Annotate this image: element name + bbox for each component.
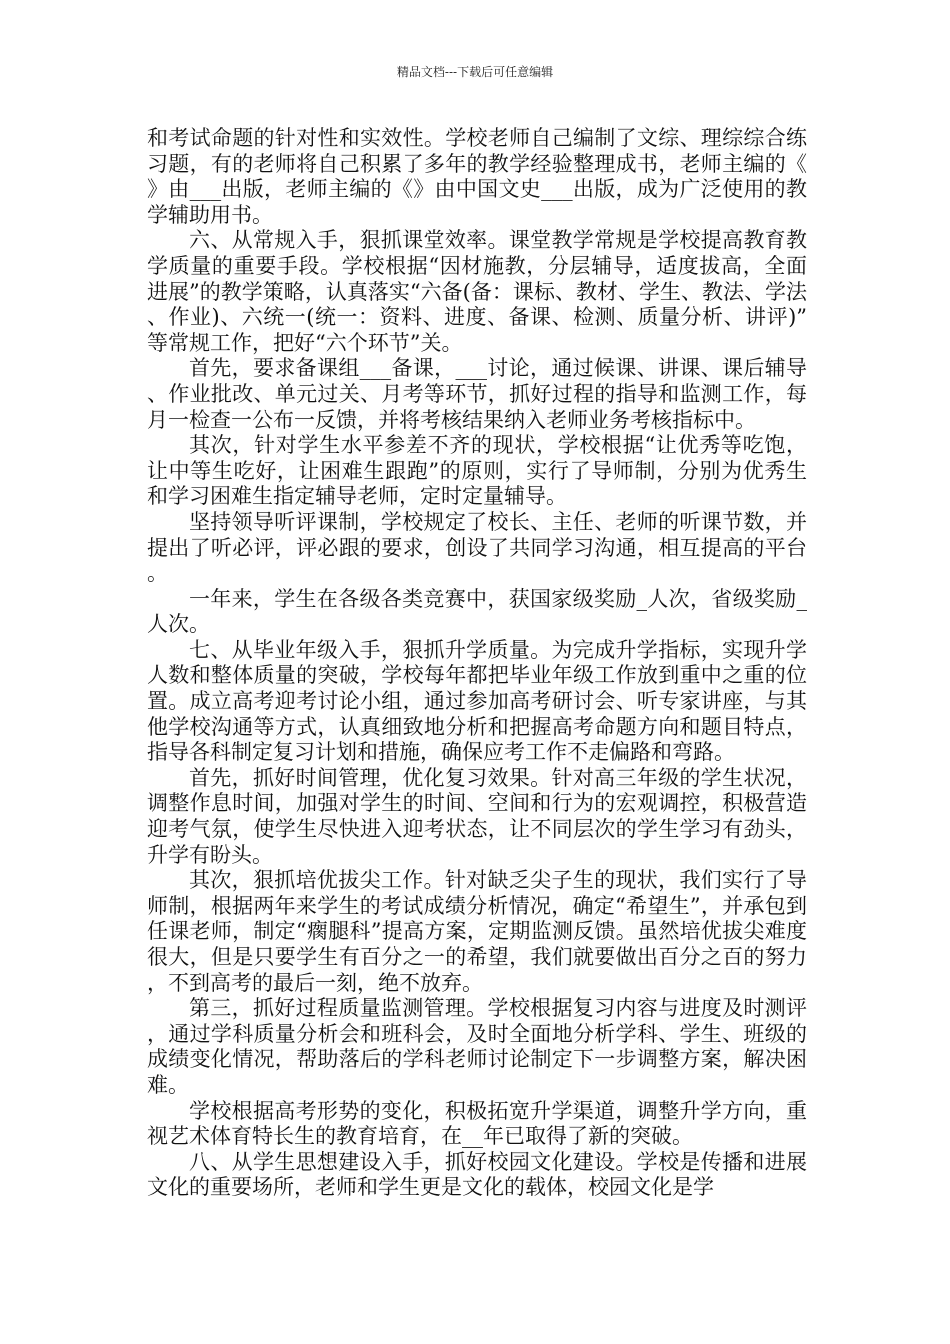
paragraph: 学校根据高考形势的变化，积极拓宽升学渠道，调整升学方向，重视艺术体育特长生的教育培育，在__年已取得了新的突破。 [147,1098,807,1149]
paragraph: 六、从常规入手，狠抓课堂效率。课堂教学常规是学校提高教育教学质量的重要手段。学校根据“因材施教，分层辅导，适度拔高，全面进展”的教学策略，认真落实“六备(备：课标、教材、学生、教法、学法、作业)、六统一(统一：资料、进度、备课、检测、质量分析、讲评)”等常规工作，把好“六个环节”关。 [147,228,807,355]
paragraph: 其次，狠抓培优拔尖工作。针对缺乏尖子生的现状，我们实行了导师制，根据两年来学生的考试成绩分析情况，确定“希望生”，并承包到任课老师，制定“瘸腿科”提高方案，定期监测反馈。虽然培优拔尖难度很大，但是只要学生有百分之一的希望，我们就要做出百分之百的努力，不到高考的最后一刻，绝不放弃。 [147,868,807,995]
paragraph: 坚持领导听评课制，学校规定了校长、主任、老师的听课节数，并提出了听必评，评必跟的要求，创设了共同学习沟通，相互提高的平台。 [147,509,807,586]
paragraph: 一年来，学生在各级各类竞赛中，获国家级奖励_人次，省级奖励_人次。 [147,586,807,637]
document-body [147,126,807,1201]
paragraph: 和考试命题的针对性和实效性。学校老师自己编制了文综、理综综合练习题，有的老师将自己积累了多年的教学经验整理成书，老师主编的《》由___出版，老师主编的《》由中国文史___出版，成为广泛使用的教学辅助用书。 [147,126,807,227]
paragraph: 其次，针对学生水平参差不齐的现状，学校根据“让优秀等吃饱，让中等生吃好，让困难生跟跑”的原则，实行了导师制，分别为优秀生和学习困难生指定辅导老师，定时定量辅导。 [147,433,807,509]
paragraph: 七、从毕业年级入手，狠抓升学质量。为完成升学指标，实现升学人数和整体质量的突破，学校每年都把毕业年级工作放到重中之重的位置。成立高考迎考讨论小组，通过参加高考研讨会、听专家讲座，与其他学校沟通等方式，认真细致地分析和把握高考命题方向和题目特点，指导各科制定复习计划和措施，确保应考工作不走偏路和弯路。 [147,637,807,765]
paragraph: 首先，要求备课组___备课，___讨论，通过候课、讲课、课后辅导、作业批改、单元过关、月考等环节，抓好过程的指导和监测工作，每月一检查一公布一反馈，并将考核结果纳入老师业务考核指标中。 [147,356,807,432]
page-header: 精品文档---下载后可任意编辑 [396,65,554,79]
paragraph: 第三，抓好过程质量监测管理。学校根据复习内容与进度及时测评，通过学科质量分析会和班科会，及时全面地分析学科、学生、班级的成绩变化情况，帮助落后的学科老师讨论制定下一步调整方案，解决困难。 [147,996,807,1097]
paragraph: 八、从学生思想建设入手，抓好校园文化建设。学校是传播和进展文化的重要场所，老师和学生更是文化的载体，校园文化是学 [147,1149,807,1200]
paragraph: 首先，抓好时间管理，优化复习效果。针对高三年级的学生状况，调整作息时间，加强对学生的时间、空间和行为的宏观调控，积极营造迎考气氛，使学生尽快进入迎考状态，让不同层次的学生学习有劲头，升学有盼头。 [147,765,807,867]
